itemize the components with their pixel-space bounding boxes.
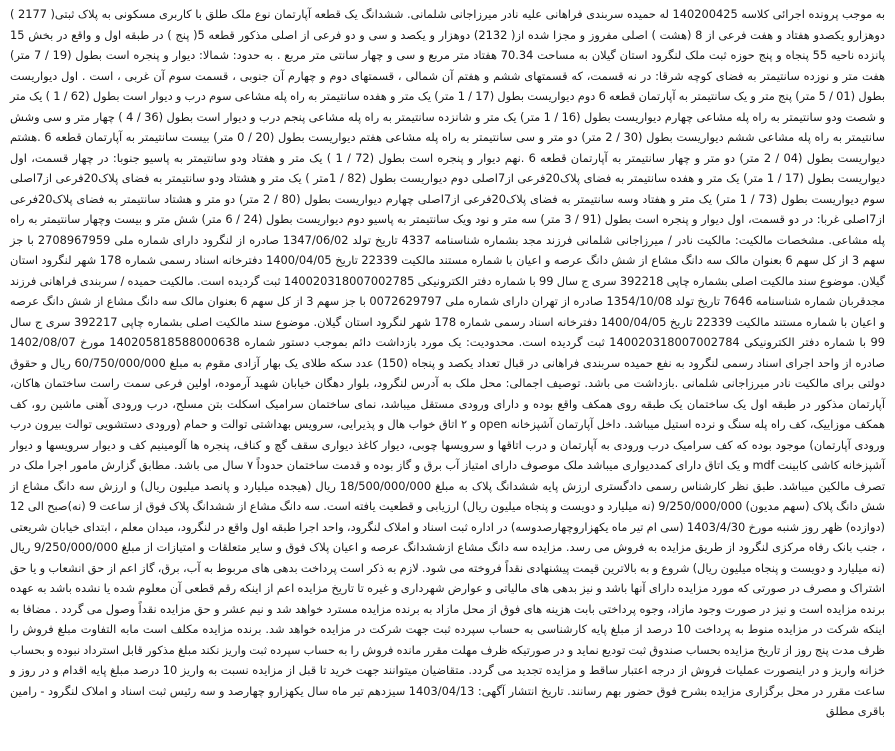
auction-notice-text: به موجب پرونده اجرائی کلاسه 140200425 له حمیده سربندی فراهانی علیه نادر میرزاجانی شلمانی. ششدانگ یک قطعه آپارتمان نوع ملک طلق با کاربری مسکونی به پلاک ثبتی( 2177 ) دوهزارو یکصدو هفتاد و هفت فرعی از 8 (هشت ) اصلی مفروز و مجزا شده از( 2132) دوهزار و یکصد و سی و دو فرعی از اصلی مذکور قطعه 5( پنج ) در طبقه اول و واقع در بخش 15 پانزده ناحیه 55 پنجاه و پنج حوزه ثبت ملک لنگرود استان گیلان به مساحت 70.34 هفتاد متر مربع و سی و چهار سانتی متر مربع . به حدود: شمالا: دیوار و پنجره است بطول (19 / 7 متر) هفت متر و نوزده سانتیمتر به فضای کوچه شرقا: در نه قسمت، که قسمتهای ششم و هفتم آن شمالی ، قسمتهای دوم و چهارم آن جنوبی ، قسمت سوم آن غربی ، است . اول دیواریست بطول (01 / 5 متر) پنج متر و یک سانتیمتر به آپارتمان قطعه 6 دوم دیواریست بطول (17 / 1 متر) یک متر و هفده سانتیمتر به راه پله مشاعی سوم درب و دیوار است بطول (62 / 1 ) یک متر و شصت ودو سانتیمتر به راه پله مشاعی چهارم دیواریست بطول (16 / 1 متر) یک متر و شانزده سانتیمتر به راه پله مشاعی پنجم درب و دیوار است بطول (36 / 4 ) چهار متر و سی وشش سانتیمتر به راه پله مشاعی ششم دیواریست بطول (30 / 2 متر) دو متر و سی سانتیمتر به راه پله مشاعی هفتم دیواریست بطول (20 / 0 متر) بیست سانتیمتر به آپارتمان قطعه 6 .هشتم دیواریست بطول (04 / 2 متر) دو متر و چهار سانتیمتر به آپارتمان قطعه 6 .نهم دیوار و پنجره است بطول (72 / 1 ) یک متر و هفتاد ودو سانتیمتر به پاسیو جنوبا: در چهار قسمت، اول دیواریست بطول (17 / 1 متر) یک متر و هفده سانتیمتر به فضای پلاک20فرعی از7اصلی دوم دیواریست بطول (82 / 1متر ) یک متر و هشتاد ودو سانتیمتر به فضای پلاک20فرعی از7اصلی سوم دیواریست بطول (73 / 1 متر) یک متر و هفتاد وسه سانتیمتر به فضای پلاک20فرعی از7اصلی چهارم دیواریست بطول (80 / 2 متر) دو متر و هشتاد سانتیمتر به فضای پلاک20فرعی از7اصلی غربا: در دو قسمت، اول دیوار و پنجره است بطول (91 / 3 متر) سه متر و نود ویک سانتیمتر به پاسیو دوم دیواریست بطول (24 / 6 متر) شش متر و بیست وچهار سانتیمتر به راه پله مشاعی. مشخصات مالکیت: مالکیت نادر / میرزاجانی شلمانی فرزند مجد بشماره شناسنامه 4337 تاریخ تولد 1347/06/02 صادره از لنگرود دارای شماره ملی 2708967959 با جز سهم 3 از کل سهم 6 بعنوان مالک سه دانگ مشاع از شش دانگ عرصه و اعیان با شماره مستند مالکیت 22339 تاریخ 1400/04/05 دفترخانه اسناد رسمی شماره 178 شهر لنگرود استان گیلان. موضوع سند مالکیت اصلی بشماره چاپی 392218 سری ج سال 99 با شماره دفتر الکترونیکی 140020318007002785 ثبت گردیده است. مالکیت حمیده / سربندی فراهانی فرزند مجدقربان شماره شناسنامه 7646 تاریخ تولد 1354/10/08 صادره از تهران دارای شماره ملی 0072629797 با جز سهم 3 از کل سهم 6 بعنوان مالک سه دانگ مشاع از شش دانگ عرصه و اعیان با شماره مستند مالکیت 22339 تاریخ 1400/04/05 دفترخانه اسناد رسمی شماره 178 شهر لنگرود استان گیلان. موضوع سند مالکیت اصلی بشماره چاپی 392217 سری ج سال 99 با شماره دفتر الکترونیکی 140020318007002784 ثبت گردیده است. محدودیت: یک مورد بازداشت دائم بموجب دستور شماره 140205818588000638 مورخ 1402/08/07 صادره از واحد اجرای اسناد رسمی لنگرود به نفع حمیده سربندی فراهانی در قبال تعداد یکصد و پنجاه (150) عدد سکه طلای یک بهار آزادی مقوم به مبلغ 60/750/000/000 ریال و حقوق دولتی برای مالکیت نادر میرزاجانی شلمانی .بازداشت می باشد. توصیف اجمالی: محل ملک به آدرس لنگرود، بلوار دهگان خیابان شهید آرموده، اولین فرعی سمت راست ساختمان هاکان، آپارتمان مذکور در طبقه اول یک ساختمان یک طبقه روی همکف واقع بوده و دارای ورودی مستقل میباشد، نمای ساختمان سرامیک اسکلت بتن مسلح، درب ورودی آهنی ماشین رو، کف همکف موزاییک، کف راه پله سنگ و نرده استیل میباشد. داخل آپارتمان آشپزخانه open و ۲ اتاق خواب هال و پذیرایی، سرویس بهداشتی توالت و حمام (ورودی دستشویی توالت بیرون درب ورودی آپارتمان) موجود بوده که کف سرامیک درب ورودی به آپارتمان و درب اتاقها و سرویسها چوبی، دیوار کاغذ دیواری سقف گچ و کناف، پنجره ها آلومینیم کف و دیوار سرویسها و دیوار آشپزخانه کاشی کابینت mdf و یک اتاق دارای کمددیواری میباشد ملک موصوف دارای امتیاز آب برق و گاز بوده و قدمت ساختمان حدوداً ۷ سال می باشد. مطابق گزارش مامور اجرا ملک در تصرف مالکین میباشد. طبق نظر کارشناس رسمی دادگستری ارزش پایه ششدانگ پلاک به مبلغ 18/500/000/000 ریال (هیجده میلیارد و پانصد میلیون ریال) و ارزش سه دانگ مشاع از شش دانگ پلاک (سهم مدیون) 9/250/000/000 (نه میلیارد و دویست و پنجاه میلیون ریال) ارزیابی و قطعیت یافته است. سه دانگ مشاع از ششدانگ پلاک فوق از ساعت 9 (نه)صبح الی 12 (دوازده) ظهر روز شنبه مورخ 1403/4/30 (سی ام تیر ماه یکهزاروچهارصدوسه) در اداره ثبت اسناد و املاک لنگرود، واحد اجرا طبقه اول واقع در لنگرود، میدان معلم ، ابتدای خیابان شریعتی ، جنب بانک رفاه مرکزی لنگرود از طریق مزایده به فروش می رسد. مزایده سه دانگ مشاع ازششدانگ عرصه و اعیان پلاک فوق و سایر متعلقات و امتیازات از مبلغ 9/250/000/000 ریال (نه میلیارد و دویست و پنجاه میلیون ریال) شروع و به بالاترین قیمت پیشنهادی نقداً فروخته می شود. لازم به ذکر است پرداخت بدهی های مربوط به آب، برق، گاز اعم از حق انشعاب و یا حق اشتراک و مصرف در صورتی که مورد مزایده دارای آنها باشد و نیز بدهی های مالیاتی و عوارض شهرداری و غیره تا تاریخ مزایده اعم از اینکه رقم قطعی آن معلوم شده یا نشده باشد به عهده برنده مزایده است و نیز در صورت وجود مازاد، وجوه پرداختی بابت هزینه های فوق از محل مازاد به برنده مزایده مسترد خواهد شد و نیم عشر و حق مزایده نقداً وصول می گردد . مضافا به اینکه شرکت در مزایده منوط به پرداخت 10 درصد از مبلغ پایه کارشناسی به حساب سپرده ثبت جهت شرکت در مزایده خواهد شد. برنده مزایده مکلف است مابه التفاوت مبلغ فروش را ظرف مدت پنج روز از تاریخ مزایده بحساب صندوق ثبت تودیع نماید و در صورتیکه ظرف مهلت مقرر مانده فروش را به حساب سپرده ثبت واریز نکند مبلغ مذکور قابل استرداد نبوده و بحساب خزانه واریز و در اینصورت عملیات فروش از درجه اعتبار ساقط و مزایده تجدید می گردد. متقاضیان میتوانند جهت خرید تا قبل از مزایده نسبت به واریز 10 درصد مبلغ پایه اقدام و در روز و ساعت مقرر در محل برگزاری مزایده بشرح فوق حضور بهم رسانند. تاریخ انتشار آگهی: 1403/04/13 سیزدهم تیر ماه سال یکهزارو چهارصد و سه رئیس ثبت اسناد و املاک لنگرود - رامین باقری مطلق: [10, 7, 886, 718]
